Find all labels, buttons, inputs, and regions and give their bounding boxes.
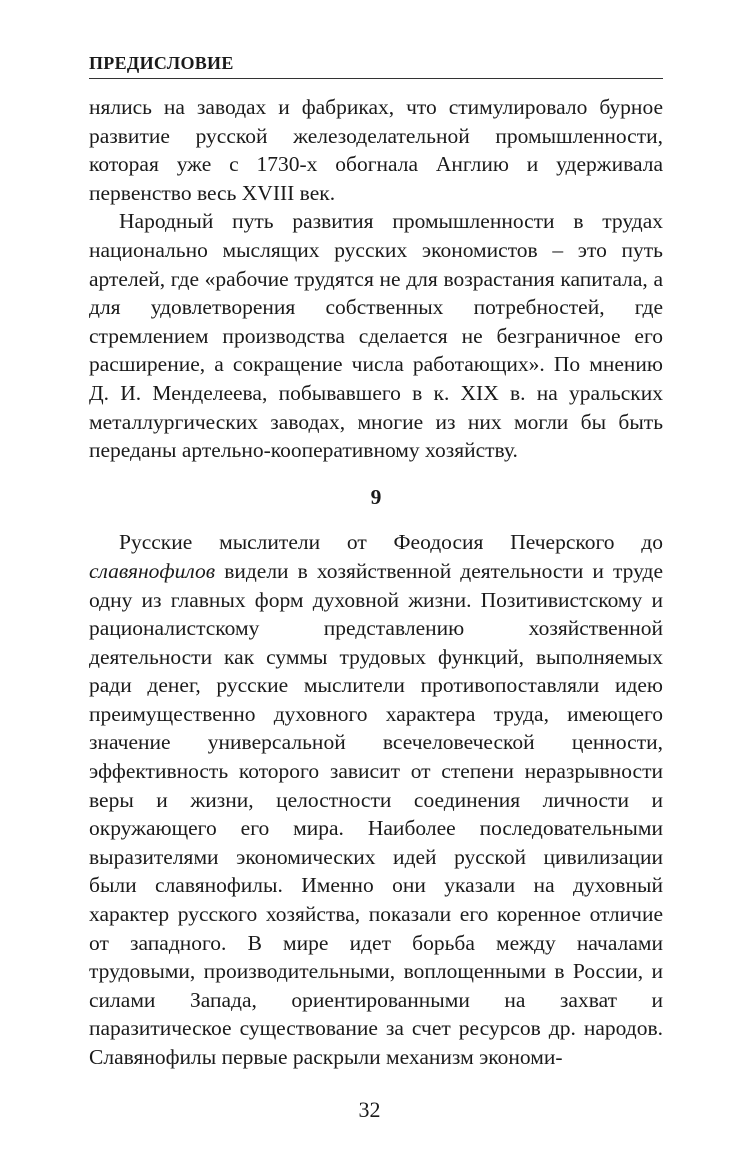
page-number: 32 [358,1097,381,1122]
paragraph-lead-text: Русские мыслители от Феодосия Печерского до [119,530,663,555]
body-text [89,93,663,1072]
italic-term: славянофилов [89,558,216,583]
section-number: 9 [370,484,382,509]
paragraph-artels: Народный путь развития промышленности в трудах национально мыслящих русских экономистов – это путь артелей, где «рабочие трудятся не для возрастания капитала, а для удовлетворения собственных потребностей, где стремлением производства сделается не безграничное его расширение, а сокращение числа работающих». По мнению Д. И. Менделеева, побывавшего в к. XIX в. на уральских металлургических заводах, многие из них могли бы быть переданы артельно-кооперативному хозяйству. [89,209,663,463]
paragraph-rest-text: видели в хозяйственной деятельности и труде одну из главных форм духовной жизни. Позитивистскому и рационалистскому представлению хозяйственной деятельности как суммы трудовых функций, выполняемых ради денег, русские мыслители противопоставляли идею преимущественно духовного характера труда, имеющего значение универсальной всечеловеческой ценности, эффективность которого зависит от степени неразрывности веры и жизни, целостности соединения личности и окружающего его мира. Наиболее последовательными выразителями экономических идей русской цивилизации были славянофилы. Именно они указали на духовный характер русского хозяйства, показали его коренное отличие от западного. В мире идет борьба между началами трудовыми, производительными, воплощенными в России, и силами Запада, ориентированными на захват и паразитическое существование за счет ресурсов др. народов. Славянофилы первые раскрыли механизм экономи- [89,558,663,1069]
book-page [89,52,663,1072]
paragraph-slavophiles [89,528,663,1071]
running-head: ПРЕДИСЛОВИЕ [89,52,663,79]
paragraph-continued: нялись на заводах и фабриках, что стимулировало бурное развитие русской железоделательной промышленности, которая уже с 1730-х обогнала Англию и удерживала первенство весь XVIII век. [89,95,663,205]
